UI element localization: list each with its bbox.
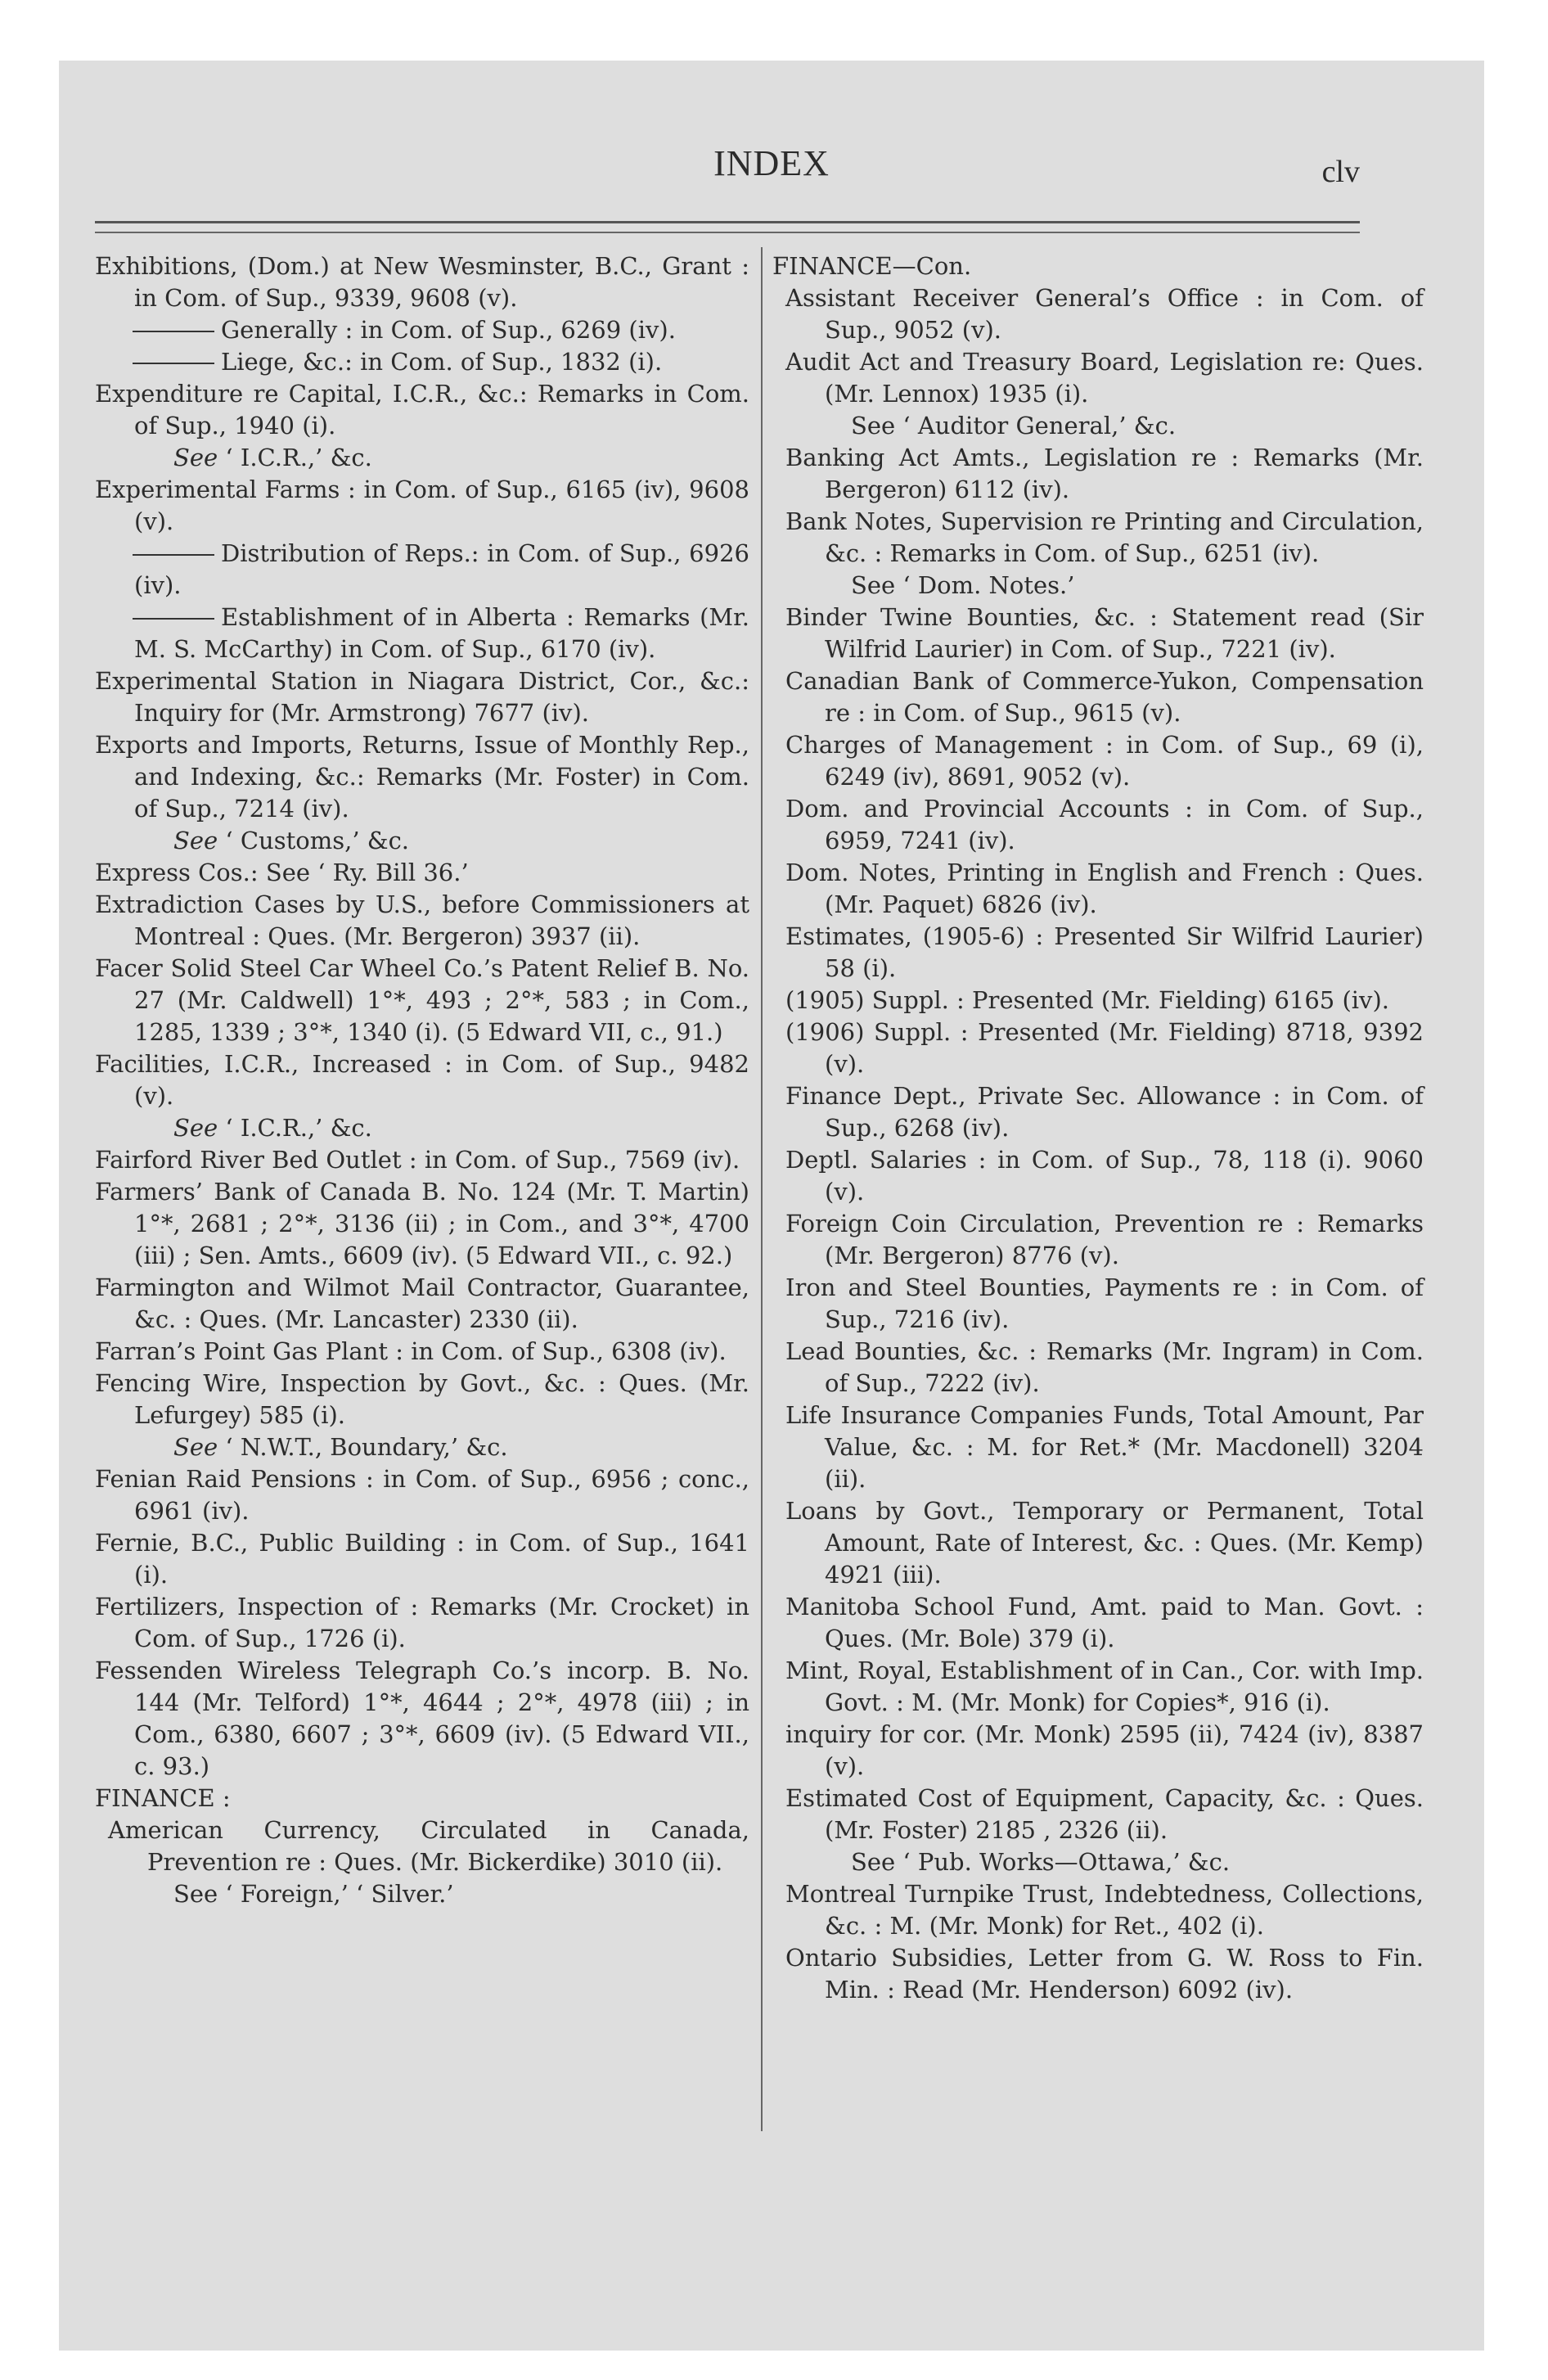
entry-text: Farmington and Wilmot Mail Contractor, Guarantee, &c. : Ques. (Mr. Lancaster) 2330 (ii). [95,1273,749,1333]
sub-entry [772,1336,1424,1400]
entry-text: Manitoba School Fund, Amt. paid to Man. Govt. : Ques. (Mr. Bole) 379 (i). [785,1593,1424,1652]
entry-text: Dom. Notes, Printing in English and French : Ques. (Mr. Paquet) 6826 (iv). [785,859,1424,918]
sub-entry-continued [772,985,1424,1016]
sub-entry [772,506,1424,570]
index-entry [95,1336,749,1368]
entry-text: Binder Twine Bounties, &c. : Statement read (Sir Wilfrid Laurier) in Com. of Sup., 7221 (iv). [785,603,1424,663]
entry-text: ‘ Customs,’ &c. [225,827,410,854]
index-entry [95,1463,749,1527]
entry-text: Iron and Steel Bounties, Payments re : in Com. of Sup., 7216 (iv). [785,1273,1424,1333]
entry-text: (1906) Suppl. : Presented (Mr. Fielding) 8718, 9392 (v). [785,1018,1424,1078]
entry-text: Bank Notes, Supervision re Printing and Circulation, &c. : Remarks in Com. of Sup., 6251 (iv). [785,507,1424,567]
section-heading [772,250,1424,282]
see-label: See [851,571,896,599]
sub-entry [772,1655,1424,1719]
sub-entry [772,442,1424,506]
entry-text: Farran’s Point Gas Plant : in Com. of Sup., 6308 (iv). [95,1337,727,1365]
see-reference [95,442,749,474]
entry-text: Assistant Receiver General’s Office : in Com. of Sup., 9052 (v). [785,284,1424,344]
entry-text: Fenian Raid Pensions : in Com. of Sup., 6956 ; conc., 6961 (iv). [95,1465,749,1525]
see-reference [95,1878,749,1910]
entry-text: Fernie, B.C., Public Building : in Com. of Sup., 1641 (i). [95,1529,749,1589]
entry-text: Liege, &c.: in Com. of Sup., 1832 (i). [221,348,663,376]
entry-text: Fertilizers, Inspection of : Remarks (Mr. Crocket) in Com. of Sup., 1726 (i). [95,1593,749,1652]
entry-text: inquiry for cor. (Mr. Monk) 2595 (ii), 7424 (iv), 8387 (v). [785,1720,1424,1780]
entry-text: Banking Act Amts., Legislation re : Remarks (Mr. Bergeron) 6112 (iv). [785,444,1424,503]
entry-text: Ontario Subsidies, Letter from G. W. Ross to Fin. Min. : Read (Mr. Henderson) 6092 (iv). [785,1944,1424,2004]
entry-text: Loans by Govt., Temporary or Permanent, Total Amount, Rate of Interest, &c. : Ques. (Mr. Kemp) 4921 (iii). [785,1497,1424,1589]
sub-entry [772,1208,1424,1272]
see-label: See [173,1880,218,1908]
ditto-dash [133,331,214,332]
entry-text: Deptl. Salaries : in Com. of Sup., 78, 118 (i). 9060 (v). [785,1146,1424,1206]
entry-text: FINANCE—Con. [772,252,972,280]
sub-entry [772,921,1424,985]
see-label: See [173,444,218,471]
index-page [59,61,1484,2351]
sub-entry [772,1272,1424,1336]
entry-text: ‘ N.W.T., Boundary,’ &c. [225,1433,508,1461]
header-double-rule [95,221,1360,233]
see-reference [95,825,749,857]
sub-entry [772,729,1424,793]
entry-text: ‘ I.C.R.,’ &c. [225,444,372,471]
entry-text: Canadian Bank of Commerce-Yukon, Compensation re : in Com. of Sup., 9615 (v). [785,667,1424,727]
entry-text: Dom. and Provincial Accounts : in Com. of Sup., 6959, 7241 (iv). [785,795,1424,854]
index-entry [95,1272,749,1336]
index-entry [95,378,749,442]
see-reference [95,1431,749,1463]
index-entry [95,857,749,889]
index-entry-continued [95,314,749,346]
see-label: See [173,827,218,854]
sub-entry [772,1591,1424,1655]
see-reference [772,1846,1424,1878]
entry-text: Farmers’ Bank of Canada B. No. 124 (Mr. T. Martin) 1°*, 2681 ; 2°*, 3136 (ii) ; in Com., and 3°*, 4700 (iii) ; Sen. Amts., 6609 (iv). (5 Edward VII., c. 92.) [95,1178,749,1269]
entry-text: Facer Solid Steel Car Wheel Co.’s Patent Relief B. No. 27 (Mr. Caldwell) 1°*, 493 ; 2°*, 583 ; in Com., 1285, 1339 ; 3°*, 1340 (i). (5 Edward VII, c., 91.) [95,954,749,1046]
index-entry [95,1176,749,1272]
index-entry [95,1368,749,1431]
entry-text: Charges of Management : in Com. of Sup., 69 (i), 6249 (iv), 8691, 9052 (v). [785,731,1424,791]
sub-entry [772,1942,1424,2006]
entry-text: Estimates, (1905-6) : Presented Sir Wilfrid Laurier) 58 (i). [785,922,1424,982]
index-entry [95,1527,749,1591]
entry-text: ‘ I.C.R.,’ &c. [225,1114,372,1142]
entry-text: Foreign Coin Circulation, Prevention re : Remarks (Mr. Bergeron) 8776 (v). [785,1210,1424,1269]
see-reference [772,570,1424,602]
sub-entry [772,1495,1424,1591]
page-header [59,142,1484,192]
entry-text: ‘ Dom. Notes.’ [902,571,1075,599]
entry-text: Fencing Wire, Inspection by Govt., &c. : Ques. (Mr. Lefurgey) 585 (i). [95,1369,749,1429]
page-title: INDEX [713,143,830,183]
entry-text: Finance Dept., Private Sec. Allowance : in Com. of Sup., 6268 (iv). [785,1082,1424,1142]
index-entry [95,953,749,1048]
entry-text: FINANCE : [95,1784,231,1812]
entry-text: (1905) Suppl. : Presented (Mr. Fielding) 6165 (iv). [785,986,1389,1014]
entry-text: Experimental Farms : in Com. of Sup., 6165 (iv), 9608 (v). [95,476,749,535]
entry-text: Lead Bounties, &c. : Remarks (Mr. Ingram) in Com. of Sup., 7222 (iv). [785,1337,1424,1397]
sub-entry [772,602,1424,665]
entry-text: Extradiction Cases by U.S., before Commissioners at Montreal : Ques. (Mr. Bergeron) 3937 (ii). [95,890,749,950]
entry-text: Generally : in Com. of Sup., 6269 (iv). [221,316,676,344]
sub-entry [772,346,1424,410]
entry-text: American Currency, Circulated in Canada, Prevention re : Ques. (Mr. Bickerdike) 3010 (ii). [108,1816,749,1876]
index-entry [95,889,749,953]
entry-text: Exports and Imports, Returns, Issue of Monthly Rep., and Indexing, &c.: Remarks (Mr. Foster) in Com. of Sup., 7214 (iv). [95,731,749,823]
see-reference [95,1112,749,1144]
see-reference [772,410,1424,442]
ditto-dash [133,554,214,556]
sub-entry-continued [772,1016,1424,1080]
index-entry-continued [95,538,749,602]
sub-entry [772,857,1424,921]
left-column [95,250,749,1910]
index-entry [95,665,749,729]
entry-text: Distribution of Reps.: in Com. of Sup., 6926 (iv). [134,539,749,599]
sub-entry [772,665,1424,729]
entry-text: ‘ Foreign,’ ‘ Silver.’ [225,1880,454,1908]
entry-text: Expenditure re Capital, I.C.R., &c.: Remarks in Com. of Sup., 1940 (i). [95,380,749,439]
index-entry [95,1655,749,1783]
entry-text: Mint, Royal, Establishment of in Can., Cor. with Imp. Govt. : M. (Mr. Monk) for Copies*, 916 (i). [785,1657,1424,1716]
entry-text: Establishment of in Alberta : Remarks (Mr. M. S. McCarthy) in Com. of Sup., 6170 (iv). [134,603,749,663]
index-entry [95,1048,749,1112]
column-divider [761,247,763,2131]
page-number: clv [1321,155,1360,189]
sub-entry [772,1080,1424,1144]
index-entry [95,474,749,538]
entry-text: Montreal Turnpike Trust, Indebtedness, Collections, &c. : M. (Mr. Monk) for Ret., 402 (i). [785,1880,1424,1940]
entry-text: ‘ Pub. Works—Ottawa,’ &c. [902,1848,1231,1876]
index-entry [95,729,749,825]
index-entry [95,1591,749,1655]
sub-entry [95,1814,749,1878]
entry-text: ‘ Auditor General,’ &c. [902,412,1177,439]
entry-text: Audit Act and Treasury Board, Legislation re: Ques. (Mr. Lennox) 1935 (i). [785,348,1424,408]
index-entry-continued [95,346,749,378]
entry-text: Fessenden Wireless Telegraph Co.’s incorp. B. No. 144 (Mr. Telford) 1°*, 4644 ; 2°*, 4978 (iii) ; in Com., 6380, 6607 ; 3°*, 6609 (iv). (5 Edward VII., c. 93.) [95,1657,749,1780]
ditto-dash [133,363,214,364]
see-label: See [173,1114,218,1142]
see-label: See [851,1848,896,1876]
sub-entry-continued [772,1783,1424,1846]
section-heading [95,1783,749,1814]
sub-entry [772,282,1424,346]
right-column [772,250,1424,2006]
index-entry [95,250,749,314]
sub-entry-continued [772,1719,1424,1783]
entry-text: Experimental Station in Niagara District, Cor., &c.: Inquiry for (Mr. Armstrong) 7677 (iv). [95,667,749,727]
sub-entry [772,1400,1424,1495]
index-entry [95,1144,749,1176]
entry-text: Fairford River Bed Outlet : in Com. of Sup., 7569 (iv). [95,1146,740,1174]
see-label: See [173,1433,218,1461]
sub-entry [772,793,1424,857]
entry-text: Express Cos.: See ‘ Ry. Bill 36.’ [95,859,469,886]
entry-text: Exhibitions, (Dom.) at New Wesminster, B.C., Grant : in Com. of Sup., 9339, 9608 (v). [95,252,749,312]
ditto-dash [133,618,214,620]
see-label: See [851,412,896,439]
entry-text: Estimated Cost of Equipment, Capacity, &c. : Ques. (Mr. Foster) 2185 , 2326 (ii). [785,1784,1424,1844]
sub-entry [772,1878,1424,1942]
entry-text: Life Insurance Companies Funds, Total Amount, Par Value, &c. : M. for Ret.* (Mr. Macdonell) 3204 (ii). [785,1401,1424,1493]
sub-entry-continued [772,1144,1424,1208]
index-entry-continued [95,602,749,665]
entry-text: Facilities, I.C.R., Increased : in Com. of Sup., 9482 (v). [95,1050,749,1110]
